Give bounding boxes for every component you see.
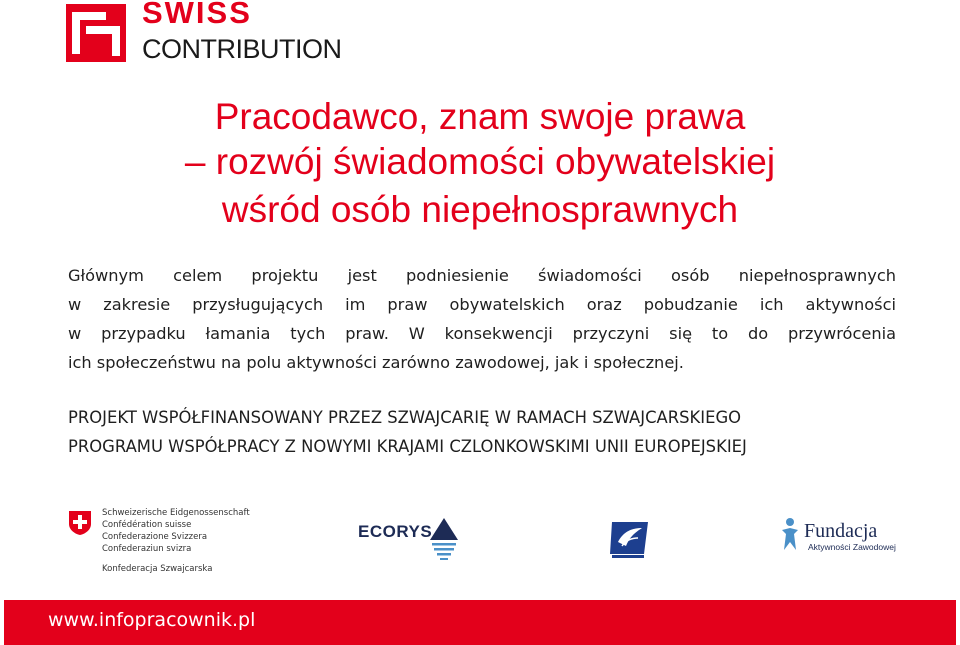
confed-line: Confederazione Svizzera xyxy=(102,532,208,542)
footer-bar xyxy=(4,600,956,645)
bird-emblem-logo xyxy=(608,520,650,560)
ecorys-name: ECORYS xyxy=(358,522,433,541)
project-description xyxy=(68,261,896,377)
swiss-cross-icon xyxy=(66,4,126,62)
description-line: Głównym celem projektu jest podniesienie świadomości osób niepełnosprawnych xyxy=(68,266,896,285)
cofinancing-line-2: PROGRAMU WSPÓŁPRACY Z NOWYMI KRAJAMI CZLONKOWSKIMI UNII EUROPEJSKIEJ xyxy=(68,437,747,456)
description-line: w przypadku łamania tych praw. W konsekwencji przyczyni się to do przywrócenia xyxy=(68,324,896,343)
swiss-flag-icon xyxy=(68,510,92,536)
logo-swiss-text: SWISS xyxy=(142,0,252,30)
description-line: w zakresie przysługujących im praw obywatelskich oraz pobudzanie ich aktywności xyxy=(68,295,896,314)
fundacja-name: Fundacja xyxy=(804,520,878,542)
cofinancing-line-1: PROJEKT WSPÓŁFINANSOWANY PRZEZ SZWAJCARIĘ W RAMACH SZWAJCARSKIEGO xyxy=(68,408,742,427)
confed-line: Confederaziun svizra xyxy=(102,544,192,554)
bird-emblem-icon xyxy=(608,520,650,560)
fundacja-subtitle: Aktywności Zawodowej xyxy=(808,542,896,552)
swiss-contribution-logo xyxy=(66,0,366,70)
description-line: ich społeczeństwu na polu aktywności zarówno zawodowej, jak i społecznej. xyxy=(68,353,684,372)
title-line-2: – rozwój świadomości obywatelskiej xyxy=(184,141,776,182)
cofinancing-note xyxy=(68,403,896,461)
confed-line: Schweizerische Eidgenossenschaft xyxy=(102,508,250,518)
figure-icon xyxy=(780,516,806,554)
ecorys-triangle-icon xyxy=(430,518,458,560)
website-link[interactable]: www.infopracownik.pl xyxy=(48,609,256,631)
swiss-confederation-logo xyxy=(68,507,268,577)
title-line-1: Pracodawco, znam swoje prawa xyxy=(214,96,746,137)
logo-contribution-text: CONTRIBUTION xyxy=(142,34,342,64)
ecorys-logo xyxy=(358,516,458,560)
confed-polish-name: Konfederacja Szwajcarska xyxy=(102,564,213,574)
fundacja-logo xyxy=(780,516,900,556)
confed-line: Confédération suisse xyxy=(102,520,192,530)
title-line-3: wśród osób niepełnosprawnych xyxy=(221,189,739,230)
